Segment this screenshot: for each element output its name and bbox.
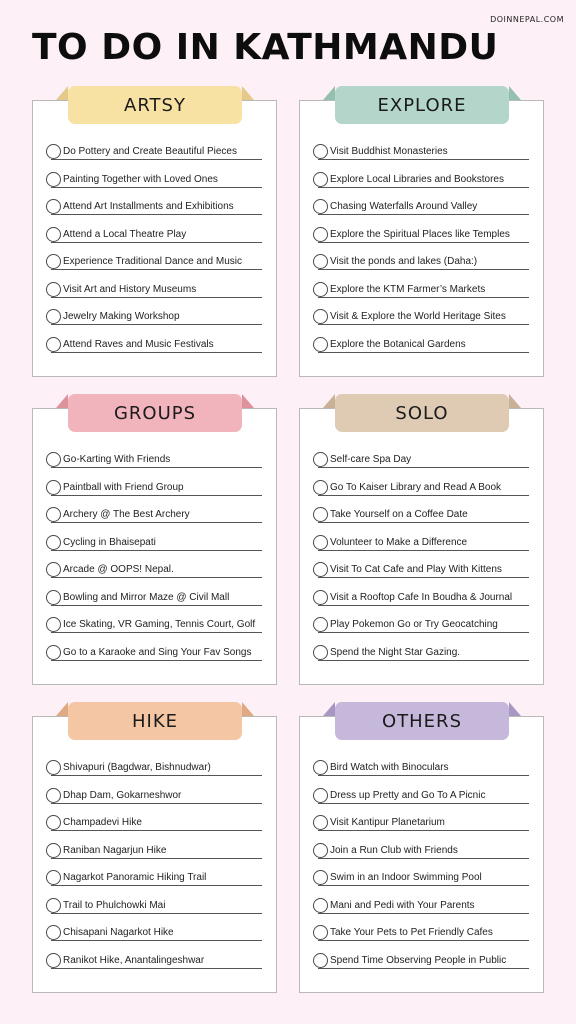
checkbox-circle[interactable] (313, 309, 328, 324)
list-item (33, 338, 276, 372)
card-title-solo: SOLO (335, 394, 509, 432)
checkbox-circle[interactable] (46, 535, 61, 550)
checkbox-circle[interactable] (46, 953, 61, 968)
checkbox-circle[interactable] (46, 172, 61, 187)
checkbox-circle[interactable] (46, 590, 61, 605)
checkbox-circle[interactable] (313, 843, 328, 858)
item-label: Bowling and Mirror Maze @ Civil Mall (63, 591, 230, 603)
underline (318, 550, 529, 551)
underline (318, 522, 529, 523)
underline (51, 577, 262, 578)
list-item (33, 954, 276, 988)
card-title-groups: GROUPS (68, 394, 242, 432)
item-label: Chisapani Nagarkot Hike (63, 927, 174, 938)
underline (51, 968, 262, 969)
card-solo (299, 402, 544, 685)
checkbox-circle[interactable] (313, 590, 328, 605)
underline (318, 352, 529, 353)
card-artsy (32, 94, 277, 377)
checkbox-circle[interactable] (46, 788, 61, 803)
card-hike (32, 710, 277, 993)
checkbox-circle[interactable] (46, 144, 61, 159)
item-label: Visit a Rooftop Cafe In Boudha & Journal (330, 591, 513, 603)
item-label: Do Pottery and Create Beautiful Pieces (63, 146, 237, 157)
list-item (300, 646, 543, 680)
list-item (300, 338, 543, 372)
underline (51, 495, 262, 496)
checkbox-circle[interactable] (313, 953, 328, 968)
underline (51, 214, 262, 215)
item-label: Visit & Explore the World Heritage Sites (330, 311, 506, 322)
item-label: Take Your Pets to Pet Friendly Cafes (330, 927, 493, 938)
checkbox-circle[interactable] (46, 282, 61, 297)
item-label: Spend the Night Star Gazing. (330, 646, 461, 658)
item-label: Visit Art and History Museums (63, 283, 197, 295)
checkbox-circle[interactable] (313, 199, 328, 214)
checkbox-circle[interactable] (313, 815, 328, 830)
underline (318, 605, 529, 606)
underline (318, 660, 529, 661)
item-label: Visit To Cat Cafe and Play With Kittens (330, 564, 502, 575)
checklist-hike (33, 762, 276, 987)
card-explore (299, 94, 544, 377)
underline (318, 159, 529, 160)
underline (51, 660, 262, 661)
checkbox-circle[interactable] (313, 337, 328, 352)
item-label: Dhap Dam, Gokarneshwor (63, 789, 182, 801)
checkbox-circle[interactable] (46, 452, 61, 467)
item-label: Self-care Spa Day (330, 454, 412, 465)
card-others (299, 710, 544, 993)
item-label: Play Pokemon Go or Try Geocatching (330, 619, 498, 630)
checkbox-circle[interactable] (313, 870, 328, 885)
item-label: Explore the Spiritual Places like Temples (330, 228, 510, 240)
item-label: Bird Watch with Binoculars (330, 762, 449, 773)
item-label: Jewelry Making Workshop (63, 311, 180, 322)
underline (51, 269, 262, 270)
item-label: Ice Skating, VR Gaming, Tennis Court, Golf (63, 619, 256, 630)
underline (318, 632, 529, 633)
underline (318, 940, 529, 941)
checkbox-circle[interactable] (46, 898, 61, 913)
underline (318, 242, 529, 243)
list-item (33, 646, 276, 680)
item-label: Champadevi Hike (63, 817, 142, 828)
underline (51, 467, 262, 468)
item-label: Cycling in Bhaisepati (63, 536, 156, 548)
checkbox-circle[interactable] (313, 480, 328, 495)
item-label: Nagarkot Panoramic Hiking Trail (63, 872, 207, 883)
checkbox-circle[interactable] (46, 254, 61, 269)
underline (318, 324, 529, 325)
item-label: Attend Art Installments and Exhibitions (63, 201, 234, 212)
checklist-artsy (33, 146, 276, 371)
underline (318, 297, 529, 298)
underline (318, 214, 529, 215)
list-item (300, 954, 543, 988)
item-label: Explore the Botanical Gardens (330, 338, 466, 350)
underline (318, 858, 529, 859)
underline (318, 467, 529, 468)
underline (51, 830, 262, 831)
checkbox-circle[interactable] (313, 507, 328, 522)
checkbox-circle[interactable] (46, 617, 61, 632)
underline (318, 269, 529, 270)
underline (51, 803, 262, 804)
checkbox-circle[interactable] (46, 309, 61, 324)
underline (51, 352, 262, 353)
underline (318, 775, 529, 776)
item-label: Go to a Karaoke and Sing Your Fav Songs (63, 646, 252, 658)
item-label: Visit Kantipur Planetarium (330, 817, 445, 828)
card-groups (32, 402, 277, 685)
checkbox-circle[interactable] (46, 227, 61, 242)
checkbox-circle[interactable] (313, 645, 328, 660)
checkbox-circle[interactable] (313, 562, 328, 577)
item-label: Explore Local Libraries and Bookstores (330, 173, 504, 185)
item-label: Visit the ponds and lakes (Daha:) (330, 256, 478, 267)
item-label: Attend Raves and Music Festivals (63, 338, 214, 350)
underline (51, 940, 262, 941)
underline (51, 324, 262, 325)
item-label: Dress up Pretty and Go To A Picnic (330, 789, 486, 801)
underline (51, 913, 262, 914)
item-label: Take Yourself on a Coffee Date (330, 509, 468, 520)
underline (51, 775, 262, 776)
item-label: Attend a Local Theatre Play (63, 228, 187, 240)
underline (51, 632, 262, 633)
checkbox-circle[interactable] (46, 870, 61, 885)
checkbox-circle[interactable] (46, 337, 61, 352)
item-label: Raniban Nagarjun Hike (63, 844, 167, 856)
item-label: Experience Traditional Dance and Music (63, 256, 242, 267)
item-label: Volunteer to Make a Difference (330, 536, 468, 548)
item-label: Join a Run Club with Friends (330, 844, 458, 856)
card-title-others: OTHERS (335, 702, 509, 740)
underline (318, 803, 529, 804)
underline (318, 885, 529, 886)
item-label: Explore the KTM Farmer’s Markets (330, 283, 486, 295)
item-label: Swim in an Indoor Swimming Pool (330, 872, 482, 883)
checkbox-circle[interactable] (313, 452, 328, 467)
underline (318, 913, 529, 914)
underline (51, 550, 262, 551)
underline (51, 159, 262, 160)
underline (318, 830, 529, 831)
checkbox-circle[interactable] (313, 788, 328, 803)
checklist-explore (300, 146, 543, 371)
checklist-solo (300, 454, 543, 679)
checkbox-circle[interactable] (46, 199, 61, 214)
checkbox-circle[interactable] (313, 144, 328, 159)
underline (318, 577, 529, 578)
checkbox-circle[interactable] (46, 760, 61, 775)
underline (51, 858, 262, 859)
item-label: Ranikot Hike, Anantalingeshwar (63, 954, 205, 966)
item-label: Spend Time Observing People in Public (330, 954, 507, 966)
checkbox-circle[interactable] (46, 507, 61, 522)
item-label: Painting Together with Loved Ones (63, 173, 218, 185)
card-title-artsy: ARTSY (68, 86, 242, 124)
item-label: Trail to Phulchowki Mai (63, 899, 166, 911)
checkbox-circle[interactable] (313, 227, 328, 242)
underline (51, 242, 262, 243)
checkbox-circle[interactable] (313, 925, 328, 940)
checkbox-circle[interactable] (313, 282, 328, 297)
item-label: Chasing Waterfalls Around Valley (330, 201, 478, 212)
checkbox-circle[interactable] (46, 480, 61, 495)
item-label: Archery @ The Best Archery (63, 509, 190, 520)
card-title-hike: HIKE (68, 702, 242, 740)
underline (318, 495, 529, 496)
underline (51, 605, 262, 606)
item-label: Go-Karting With Friends (63, 454, 171, 465)
item-label: Go To Kaiser Library and Read A Book (330, 481, 502, 493)
item-label: Paintball with Friend Group (63, 481, 184, 493)
underline (51, 885, 262, 886)
underline (51, 187, 262, 188)
card-title-explore: EXPLORE (335, 86, 509, 124)
checklist-groups (33, 454, 276, 679)
checkbox-circle[interactable] (46, 843, 61, 858)
checkbox-circle[interactable] (46, 645, 61, 660)
checkbox-circle[interactable] (313, 535, 328, 550)
checkbox-circle[interactable] (46, 562, 61, 577)
page-title: TO DO IN KATHMANDU (32, 27, 499, 68)
underline (51, 297, 262, 298)
checkbox-circle[interactable] (313, 617, 328, 632)
underline (318, 968, 529, 969)
underline (51, 522, 262, 523)
checkbox-circle[interactable] (46, 925, 61, 940)
checklist-others (300, 762, 543, 987)
checkbox-circle[interactable] (313, 760, 328, 775)
item-label: Shivapuri (Bagdwar, Bishnudwar) (63, 762, 211, 773)
underline (318, 187, 529, 188)
checkbox-circle[interactable] (46, 815, 61, 830)
item-label: Visit Buddhist Monasteries (330, 146, 448, 157)
checkbox-circle[interactable] (313, 898, 328, 913)
checkbox-circle[interactable] (313, 172, 328, 187)
item-label: Mani and Pedi with Your Parents (330, 899, 475, 911)
brand-url: DOINNEPAL.COM (490, 15, 564, 24)
checkbox-circle[interactable] (313, 254, 328, 269)
item-label: Arcade @ OOPS! Nepal. (63, 564, 174, 575)
